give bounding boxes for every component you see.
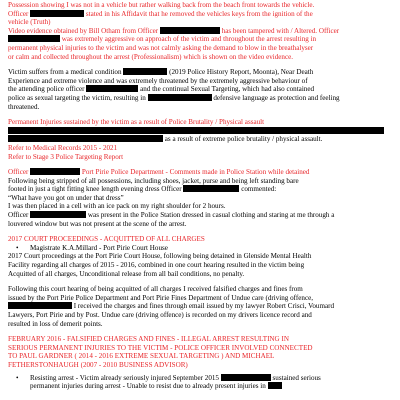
text-span: Video evidence obtained by Bill Otham from Officer (8, 26, 159, 35)
text-span: Officer (8, 168, 29, 177)
redaction-bar (86, 85, 138, 92)
text-span: was extremely aggressive on approach of the victim and throughout the arrest resulting in (61, 35, 317, 44)
text-line (8, 10, 392, 19)
text-span: I received the charges and fines through email issued by my lawyer Robert Crisci, Voumard (73, 302, 335, 311)
text-line (8, 35, 392, 44)
text-line: Experience and extreme violence and was extremely threatened by the extremely aggressive behaviour of (8, 76, 308, 85)
section-heading (8, 168, 392, 177)
police-station-comments-section (8, 168, 392, 228)
text-span: as a result of extreme police brutality / physical assault. (164, 135, 323, 144)
text-span: Victim suffers from a medical condition (8, 68, 122, 77)
section-heading: SERIOUS PERMANENT INJURIES TO THE VICTIM - POLICE OFFICER INVOLVED CONNECTED (8, 343, 313, 352)
bullet-icon: • (16, 373, 19, 382)
redaction-bar (8, 302, 72, 309)
list-item-text: Magistrate K.A.Millard - Port Pirie Court House (30, 243, 168, 252)
text-span: Port Pirie Police Department - Comments made in Police Station while detained (81, 168, 310, 177)
text-line: permanent physical injuries to the victim and was not calmly asking the demand to blow in the breathalyser (8, 43, 314, 52)
text-line: Lawyers, Port Pirie and by Post. Undue care (driving offence) is recorded on my drivers licence record and (8, 311, 312, 319)
redaction-bar (8, 35, 60, 42)
text-line: Possession showing I was not in a vehicle but rather walking back from the beach front towards the vehicle. (8, 1, 315, 9)
redaction-bar (8, 135, 163, 142)
text-line: Refer to Medical Records 2015 - 2021 (8, 143, 118, 152)
redaction-bar (160, 27, 220, 34)
list-item-text (30, 374, 392, 391)
text-span: permanent injuries during arrest - Unable to resist due to already present injuries in (30, 382, 266, 391)
section-heading: 2017 COURT PROCEEDINGS - ACQUITTED OF ALL CHARGES (8, 235, 205, 244)
video-evidence-section (8, 1, 392, 61)
bullet-icon: • (16, 243, 19, 252)
text-line: I was then placed in a cell with an ice pack on my right shoulder for 2 hours. (8, 202, 226, 211)
court-proceedings-section (8, 235, 392, 278)
text-line: “What have you got on under that dress” (8, 193, 124, 202)
text-line (8, 302, 392, 311)
text-line: threatened. (8, 102, 40, 111)
redaction-bar (183, 185, 239, 192)
redaction-bar (148, 94, 212, 101)
text-span: and the continual Sexual Targeting, which had also contained (140, 85, 315, 94)
text-line: Facility regarding all charges of 2015 - 2016, combined in one court hearing resulted in the victim being (8, 261, 305, 270)
text-span: the attending police officer (8, 85, 85, 94)
text-line (8, 68, 392, 77)
redaction-bar (30, 211, 86, 218)
text-span: Officer (8, 211, 29, 220)
text-span: (2019 Police History Report, Moonta), Near Death (169, 68, 314, 77)
text-line (8, 85, 392, 94)
redaction-bar (123, 68, 167, 75)
text-line: Refer to Stage 3 Police Targeting Report (8, 152, 124, 161)
text-line: or calm and collected throughout the arrest (Professionalism) which is shown on the video evidence. (8, 52, 294, 61)
text-span: police as sexual targeting the victim, resulting in (8, 93, 146, 102)
text-line: resulted in loss of demerit points. (8, 319, 103, 328)
section-heading: FEBRUARY 2016 - FALSIFIED CHARGES AND FINES - ILLEGAL ARREST RESULTING IN (8, 335, 289, 344)
text-line: vehicle (Truth) (8, 18, 51, 27)
text-line: 2017 Court proceedings at the Port Pirie Court House, following being detained in Glenside Mental Health (8, 252, 312, 261)
text-span: Officer (8, 9, 29, 18)
text-line (8, 94, 392, 103)
text-line (8, 135, 392, 144)
falsified-charges-section (8, 285, 392, 328)
text-span: stated in his Affidavit that he removed the vehicles keys from the ignition of the (85, 9, 313, 18)
text-span: has been tampered with / Altered. Officer (221, 26, 340, 35)
permanent-injuries-section (8, 118, 392, 161)
text-line (8, 211, 392, 220)
text-span: footed in just a tight fitting knee length evening dress Officer (8, 185, 182, 194)
redaction-bar (30, 10, 84, 17)
text-line (8, 127, 392, 136)
text-span: defensive language as protection and feeling (213, 93, 340, 102)
text-line (8, 185, 392, 194)
medical-condition-section (8, 68, 392, 111)
redaction-bar (30, 168, 80, 175)
text-line: Following being stripped of all possessions, including shoes, jacket, purse and being left standing bare (8, 176, 299, 185)
text-line: Acquitted of all charges, Unconditional release from all bail conditions, no penalty. (8, 269, 245, 278)
text-line (8, 27, 392, 36)
text-span: commented: (241, 185, 277, 194)
redaction-bar (221, 374, 271, 381)
text-span: Resisting arrest - Victim already seriously injured September 2015 (30, 373, 219, 382)
february-2016-section (8, 335, 392, 391)
list-item (8, 244, 392, 253)
section-heading: FETHERSTONHAUGH (2007 - 2010 BUSINESS ADVISOR) (8, 360, 188, 369)
text-line: issued by the Port Pirie Police Department and Port Pirie Fines Department of Undue care (driving offence, (8, 293, 314, 302)
text-span: sustained serious (272, 373, 321, 382)
text-line: louvered window but was not present at the scene of the arrest. (8, 219, 187, 228)
redaction-bar (8, 127, 384, 134)
text-line: Following this court hearing of being acquitted of all charges I received falsified charges and fines from (8, 285, 303, 294)
redaction-bar (268, 382, 282, 389)
list-item (8, 374, 392, 391)
section-heading: TO PAUL GARDNER ( 2014 - 2016 EXTREME SEXUAL TARGETING ) AND MICHAEL (8, 352, 275, 361)
text-span: was present in the Police Station dressed in casual clothing and staring at me through a (87, 211, 335, 220)
section-heading: Permanent Injuries sustained by the victim as a result of Police Brutality / Physical assault (8, 118, 265, 127)
